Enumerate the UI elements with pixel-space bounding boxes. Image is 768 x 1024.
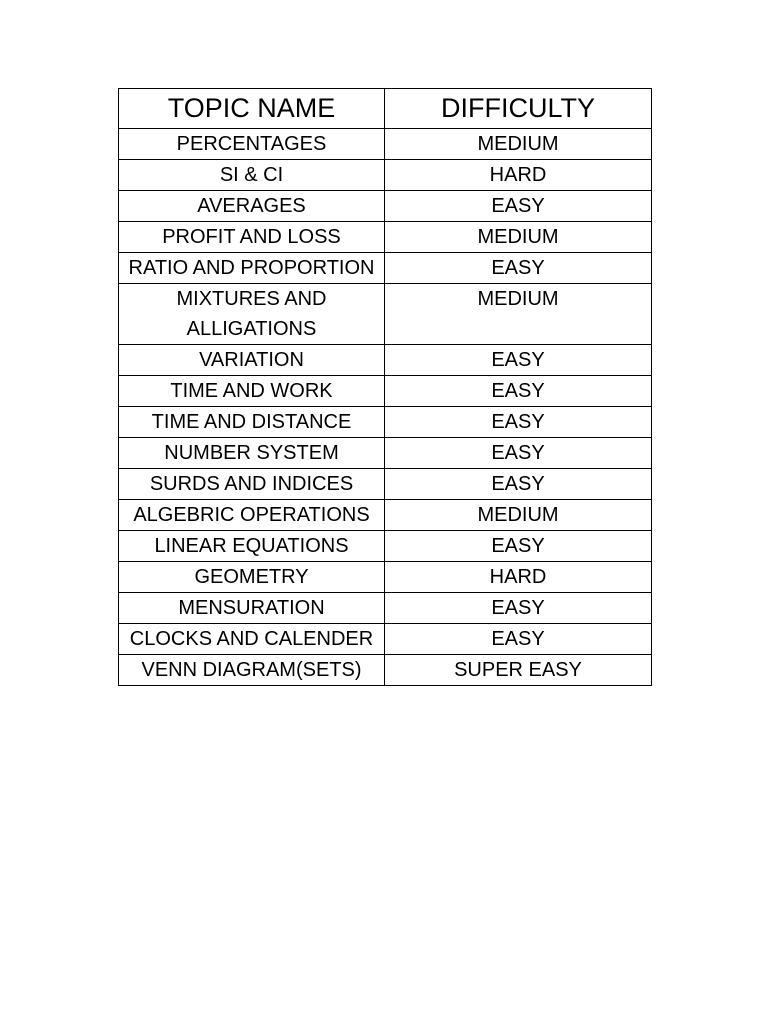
table-row: [119, 407, 652, 438]
table-row: [119, 160, 652, 191]
difficulty-cell: HARD: [385, 160, 652, 191]
table-row: [119, 531, 652, 562]
table-row: [119, 624, 652, 655]
topic-cell: LINEAR EQUATIONS: [119, 531, 385, 562]
topic-cell: MIXTURES AND ALLIGATIONS: [119, 284, 385, 345]
topic-cell: VARIATION: [119, 345, 385, 376]
header-difficulty: DIFFICULTY: [385, 89, 652, 129]
topic-cell: RATIO AND PROPORTION: [119, 253, 385, 284]
table-row: [119, 500, 652, 531]
topic-cell: VENN DIAGRAM(SETS): [119, 655, 385, 686]
topic-cell: ALGEBRIC OPERATIONS: [119, 500, 385, 531]
table-row: [119, 253, 652, 284]
difficulty-cell: EASY: [385, 438, 652, 469]
difficulty-cell: EASY: [385, 191, 652, 222]
topic-cell: CLOCKS AND CALENDER: [119, 624, 385, 655]
topic-difficulty-table: [118, 88, 652, 686]
topic-cell: MENSURATION: [119, 593, 385, 624]
difficulty-cell: EASY: [385, 469, 652, 500]
topic-cell: SI & CI: [119, 160, 385, 191]
table-row: [119, 562, 652, 593]
topic-cell: AVERAGES: [119, 191, 385, 222]
difficulty-cell: MEDIUM: [385, 284, 652, 345]
difficulty-cell: EASY: [385, 345, 652, 376]
difficulty-cell: EASY: [385, 407, 652, 438]
topic-cell: GEOMETRY: [119, 562, 385, 593]
table-row: [119, 222, 652, 253]
topic-cell: SURDS AND INDICES: [119, 469, 385, 500]
topic-cell: TIME AND WORK: [119, 376, 385, 407]
table-row: [119, 376, 652, 407]
topic-cell: PROFIT AND LOSS: [119, 222, 385, 253]
difficulty-cell: EASY: [385, 593, 652, 624]
difficulty-cell: EASY: [385, 376, 652, 407]
difficulty-cell: MEDIUM: [385, 129, 652, 160]
table-header-row: [119, 89, 652, 129]
difficulty-cell: MEDIUM: [385, 222, 652, 253]
table-row: [119, 284, 652, 345]
table-row: [119, 129, 652, 160]
topic-cell: PERCENTAGES: [119, 129, 385, 160]
difficulty-cell: EASY: [385, 624, 652, 655]
table-row: [119, 469, 652, 500]
table-row: [119, 191, 652, 222]
header-topic-name: TOPIC NAME: [119, 89, 385, 129]
table-row: [119, 438, 652, 469]
difficulty-cell: HARD: [385, 562, 652, 593]
difficulty-cell: SUPER EASY: [385, 655, 652, 686]
difficulty-cell: EASY: [385, 253, 652, 284]
table-row: [119, 593, 652, 624]
difficulty-cell: EASY: [385, 531, 652, 562]
table-row: [119, 345, 652, 376]
difficulty-cell: MEDIUM: [385, 500, 652, 531]
topic-cell: TIME AND DISTANCE: [119, 407, 385, 438]
table-row: [119, 655, 652, 686]
topic-cell: NUMBER SYSTEM: [119, 438, 385, 469]
